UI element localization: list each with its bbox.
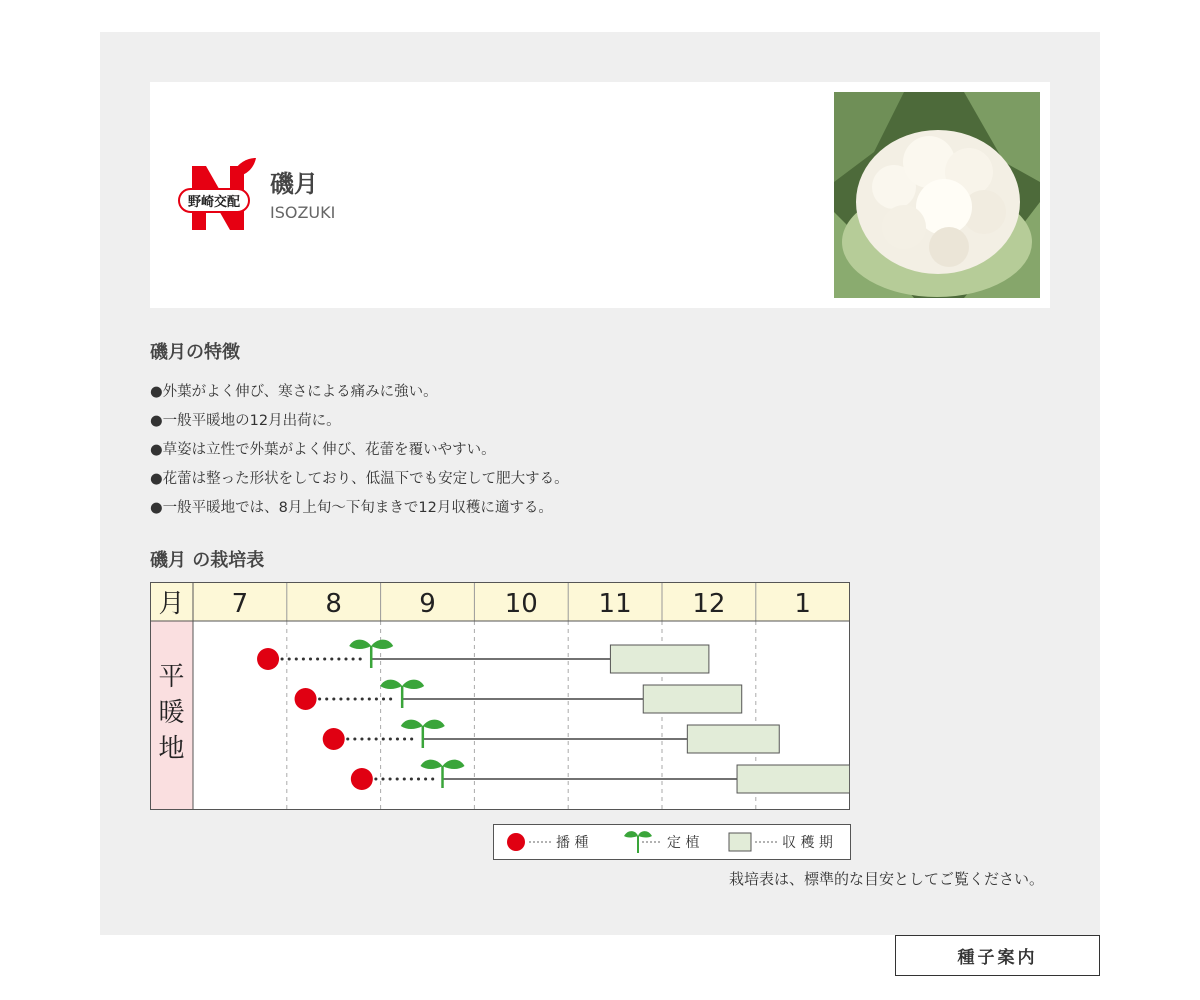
month-header-row <box>150 582 850 621</box>
product-romaji: ISOZUKI <box>270 203 336 222</box>
month-label-1: 1 <box>794 589 811 619</box>
region-label-char: 地 <box>158 734 185 764</box>
feature-item: ●外葉がよく伸び、寒さによる痛みに強い。 <box>150 384 438 400</box>
cauliflower-photo <box>834 92 1040 298</box>
schedule-note: 栽培表は、標準的な目安としてご覧ください。 <box>728 870 1044 888</box>
month-label-11: 11 <box>598 589 632 619</box>
harvest-period-bar <box>643 685 741 713</box>
legend-harvest-label: 収 穫 期 <box>782 835 833 851</box>
schedule-legend <box>493 824 851 860</box>
month-label-7: 7 <box>231 589 249 619</box>
month-label-10: 10 <box>504 589 538 619</box>
harvest-period-bar <box>737 765 850 793</box>
feature-item: ●花蕾は整った形状をしており、低温下でも安定して肥大する。 <box>150 471 569 487</box>
region-label-char: 平 <box>158 662 185 692</box>
sowing-marker <box>295 688 317 710</box>
schedule-title: 磯月 の栽培表 <box>150 550 265 571</box>
product-header-card <box>150 82 1050 308</box>
features-title: 磯月の特徴 <box>150 342 240 363</box>
region-label-char: 暖 <box>158 698 185 728</box>
logo-badge-text: 野崎交配 <box>187 195 241 210</box>
sow-legend-icon <box>507 833 525 851</box>
features-list <box>150 378 569 523</box>
sowing-marker <box>257 648 279 670</box>
sowing-marker <box>323 728 345 750</box>
feature-item: ●草姿は立性で外葉がよく伸び、花蕾を覆いやすい。 <box>150 442 496 458</box>
seed-guide-button[interactable]: 種子案内 <box>895 935 1100 976</box>
harvest-period-bar <box>687 725 779 753</box>
sowing-marker <box>351 768 373 790</box>
feature-item: ●一般平暖地では、8月上旬〜下旬まきで12月収穫に適する。 <box>150 500 553 516</box>
harvest-legend-icon <box>729 833 751 851</box>
legend-plant-label: 定 植 <box>667 835 700 851</box>
month-label-12: 12 <box>692 589 726 619</box>
cultivation-schedule-chart <box>150 582 850 810</box>
harvest-period-bar <box>610 645 708 673</box>
nozaki-logo <box>178 156 258 236</box>
product-panel <box>100 32 1100 935</box>
legend-sow-label: 播 種 <box>556 835 589 851</box>
feature-item: ●一般平暖地の12月出荷に。 <box>150 413 341 429</box>
month-header-label: 月 <box>158 589 185 619</box>
month-label-8: 8 <box>325 589 342 619</box>
month-label-9: 9 <box>419 589 436 619</box>
product-name: 磯月 <box>270 170 318 198</box>
